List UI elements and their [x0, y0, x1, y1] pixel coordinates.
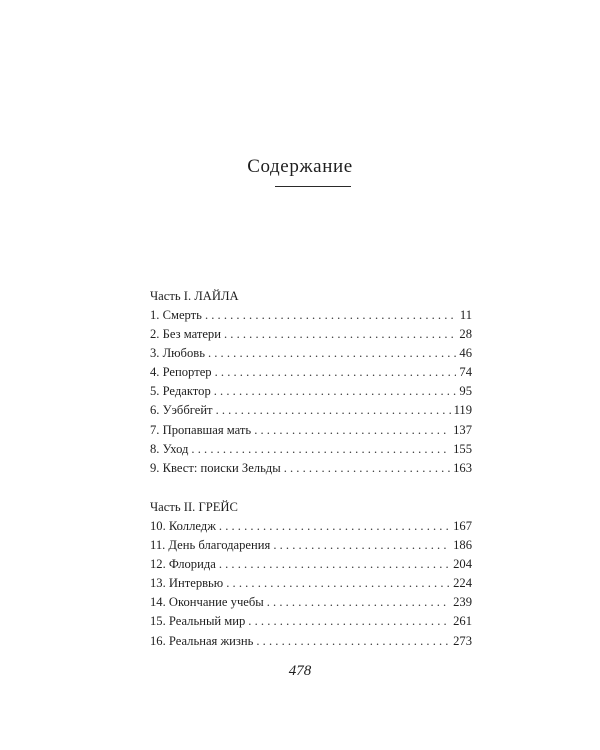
entry-title: 12. Флорида	[150, 557, 216, 572]
dot-leader	[248, 612, 450, 631]
entry-page: 239	[453, 595, 472, 610]
entry-page: 74	[459, 365, 472, 380]
entry-title: 11. День благодарения	[150, 538, 271, 553]
entry-title: 5. Редактор	[150, 384, 211, 399]
entry-page: 28	[459, 327, 472, 342]
dot-leader	[267, 593, 450, 612]
entry-title: 1. Смерть	[150, 308, 202, 322]
title-underline	[275, 186, 351, 187]
toc-entry	[150, 459, 472, 478]
toc-entry	[150, 632, 472, 651]
dot-leader	[219, 555, 450, 574]
page-title: Содержание	[247, 156, 353, 177]
toc-entry	[150, 421, 472, 440]
entry-page: 204	[453, 557, 472, 572]
entry-title: 16. Реальная жизнь	[150, 633, 254, 648]
entry-page: 95	[459, 384, 472, 399]
toc-entry	[150, 555, 472, 574]
entry-title: 2. Без матери	[150, 327, 221, 342]
toc-entry	[150, 536, 472, 555]
entry-page: 167	[453, 519, 472, 533]
toc-entry	[150, 363, 472, 382]
entry-page: 273	[453, 633, 472, 648]
entry-page: 11	[459, 308, 472, 322]
dot-leader	[208, 344, 456, 363]
dot-leader	[284, 459, 450, 478]
toc-part-2	[150, 498, 472, 651]
entry-title: 8. Уход	[150, 441, 189, 456]
entry-page: 186	[453, 538, 472, 553]
dot-leader	[216, 401, 451, 420]
toc-part-1	[150, 287, 472, 478]
page-number: 478	[288, 663, 312, 679]
dot-leader	[273, 536, 450, 555]
dot-leader	[215, 363, 457, 382]
entry-title: 14. Окончание учебы	[150, 595, 264, 610]
toc-entry	[150, 401, 472, 420]
entry-page: 155	[453, 441, 472, 456]
toc-entry	[150, 382, 472, 401]
entry-title: 9. Квест: поиски Зельды	[150, 460, 281, 475]
entry-page: 137	[453, 422, 472, 437]
toc-entry	[150, 574, 472, 593]
entry-page: 224	[453, 576, 472, 591]
toc-entry	[150, 593, 472, 612]
entry-title: 13. Интервью	[150, 576, 224, 591]
entry-page: 163	[453, 460, 472, 475]
dot-leader	[256, 632, 450, 651]
toc-entry	[150, 325, 472, 344]
entry-page: 261	[453, 614, 472, 629]
entry-title: 3. Любовь	[150, 346, 205, 361]
entry-title: 10. Колледж	[150, 519, 216, 533]
toc-entry	[150, 612, 472, 631]
entry-title: 6. Уэббгейт	[150, 403, 213, 418]
dot-leader	[191, 440, 450, 459]
dot-leader	[224, 325, 456, 344]
dot-leader	[226, 574, 450, 593]
toc-entry	[150, 306, 472, 325]
part-heading: Часть II. ГРЕЙС	[150, 500, 238, 514]
dot-leader	[219, 517, 450, 536]
toc-entry	[150, 440, 472, 459]
entry-title: 4. Репортер	[150, 365, 212, 380]
dot-leader	[254, 421, 450, 440]
entry-page: 119	[453, 403, 472, 418]
toc-entry	[150, 344, 472, 363]
dot-leader	[205, 306, 457, 325]
entry-title: 7. Пропавшая мать	[150, 422, 252, 437]
entry-title: 15. Реальный мир	[150, 614, 246, 629]
toc-entry	[150, 517, 472, 536]
part-heading: Часть I. ЛАЙЛА	[150, 289, 239, 303]
entry-page: 46	[459, 346, 472, 361]
dot-leader	[214, 382, 457, 401]
